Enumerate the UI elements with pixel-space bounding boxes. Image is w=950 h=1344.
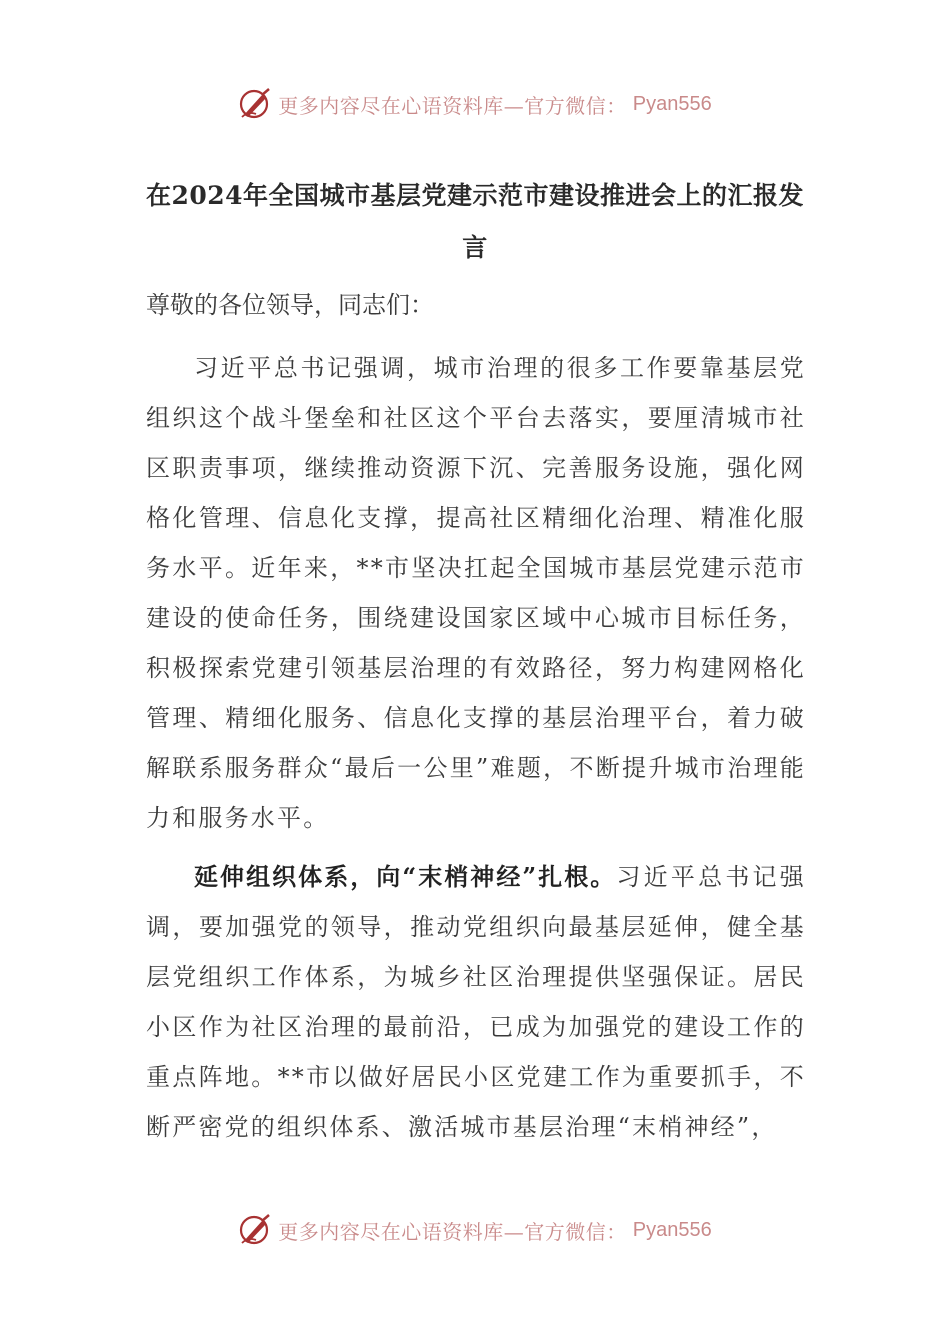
watermark-wechat-id: Pyan556 bbox=[632, 1218, 712, 1241]
pen-logo-icon bbox=[238, 87, 272, 121]
section-heading: 延伸组织体系，向“末梢神经”扎根。 bbox=[194, 862, 617, 891]
pen-logo-icon bbox=[238, 1213, 272, 1247]
section-body: 习近平总书记强调，要加强党的领导，推动党组织向最基层延伸，健全基层党组织工作体系，为城乡社区治理提供坚强保证。居民小区作为社区治理的最前沿，已成为加强党的建设工作的重点阵地。**市以做好居民小区党建工作为重要抓手，不断严密党的组织体系、激活城市基层治理“末梢神经”， bbox=[146, 863, 807, 1141]
document-title: 在2024年全国城市基层党建示范市建设推进会上的汇报发言 bbox=[145, 181, 805, 262]
watermark-text: 更多内容尽在心语资料库—官方微信： bbox=[278, 1219, 627, 1244]
footer-watermark bbox=[0, 1210, 950, 1250]
watermark-wechat-id: Pyan556 bbox=[632, 92, 712, 115]
greeting: 尊敬的各位领导，同志们： bbox=[146, 291, 434, 319]
paragraph-intro: 习近平总书记强调，城市治理的很多工作要靠基层党组织这个战斗堡垒和社区这个平台去落实，要厘清城市社区职责事项，继续推动资源下沉、完善服务设施，强化网格化管理、信息化支撑，提高社区精细化治理、精准化服务水平。近年来，**市坚决扛起全国城市基层党建示范市建设的使命任务，围绕建设国家区域中心城市目标任务，积极探索党建引领基层治理的有效路径，努力构建网格化管理、精细化服务、信息化支撑的基层治理平台，着力破解联系服务群众“最后一公里”难题，不断提升城市治理能力和服务水平。 bbox=[146, 354, 806, 832]
watermark-text: 更多内容尽在心语资料库—官方微信： bbox=[278, 93, 627, 118]
header-watermark bbox=[0, 84, 950, 124]
paragraph-section-1 bbox=[146, 852, 806, 1152]
